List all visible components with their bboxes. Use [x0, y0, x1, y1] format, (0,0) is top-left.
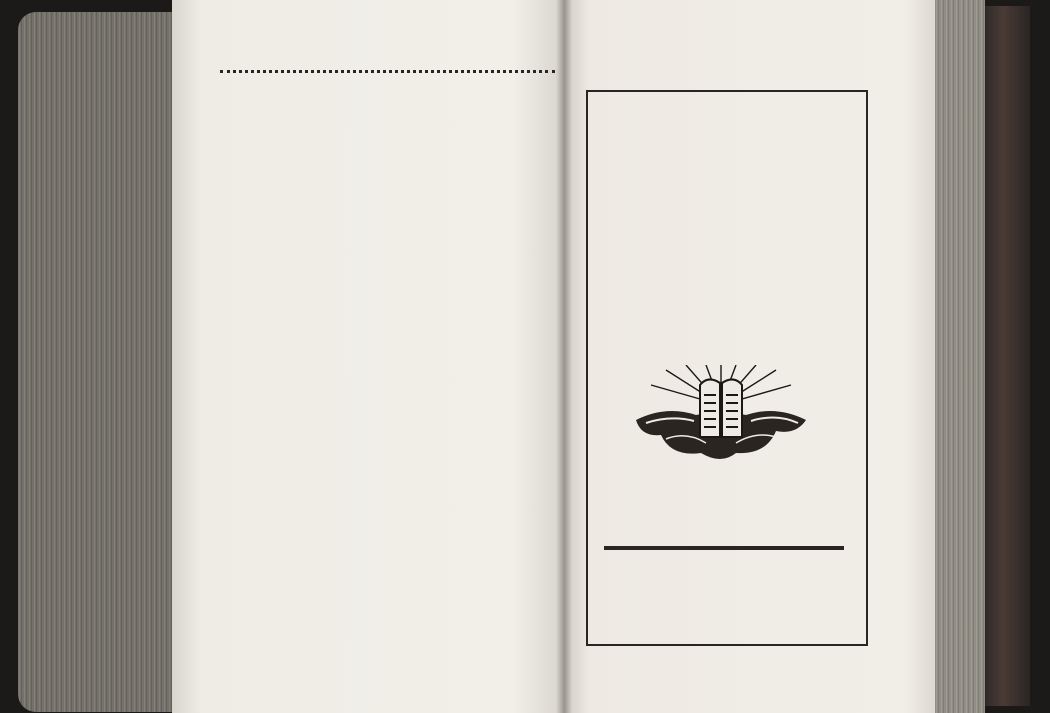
book-cover	[985, 6, 1030, 706]
tablets-emblem-icon	[626, 365, 816, 475]
left-page	[172, 0, 564, 713]
ornament-border-bottom	[574, 646, 896, 680]
heading-rule	[220, 70, 555, 73]
imprint-rule	[604, 546, 844, 550]
page-block-left	[18, 12, 178, 712]
page-block-right	[935, 0, 985, 713]
ornament-border-top	[574, 50, 896, 84]
ornament-border-right	[870, 84, 900, 644]
